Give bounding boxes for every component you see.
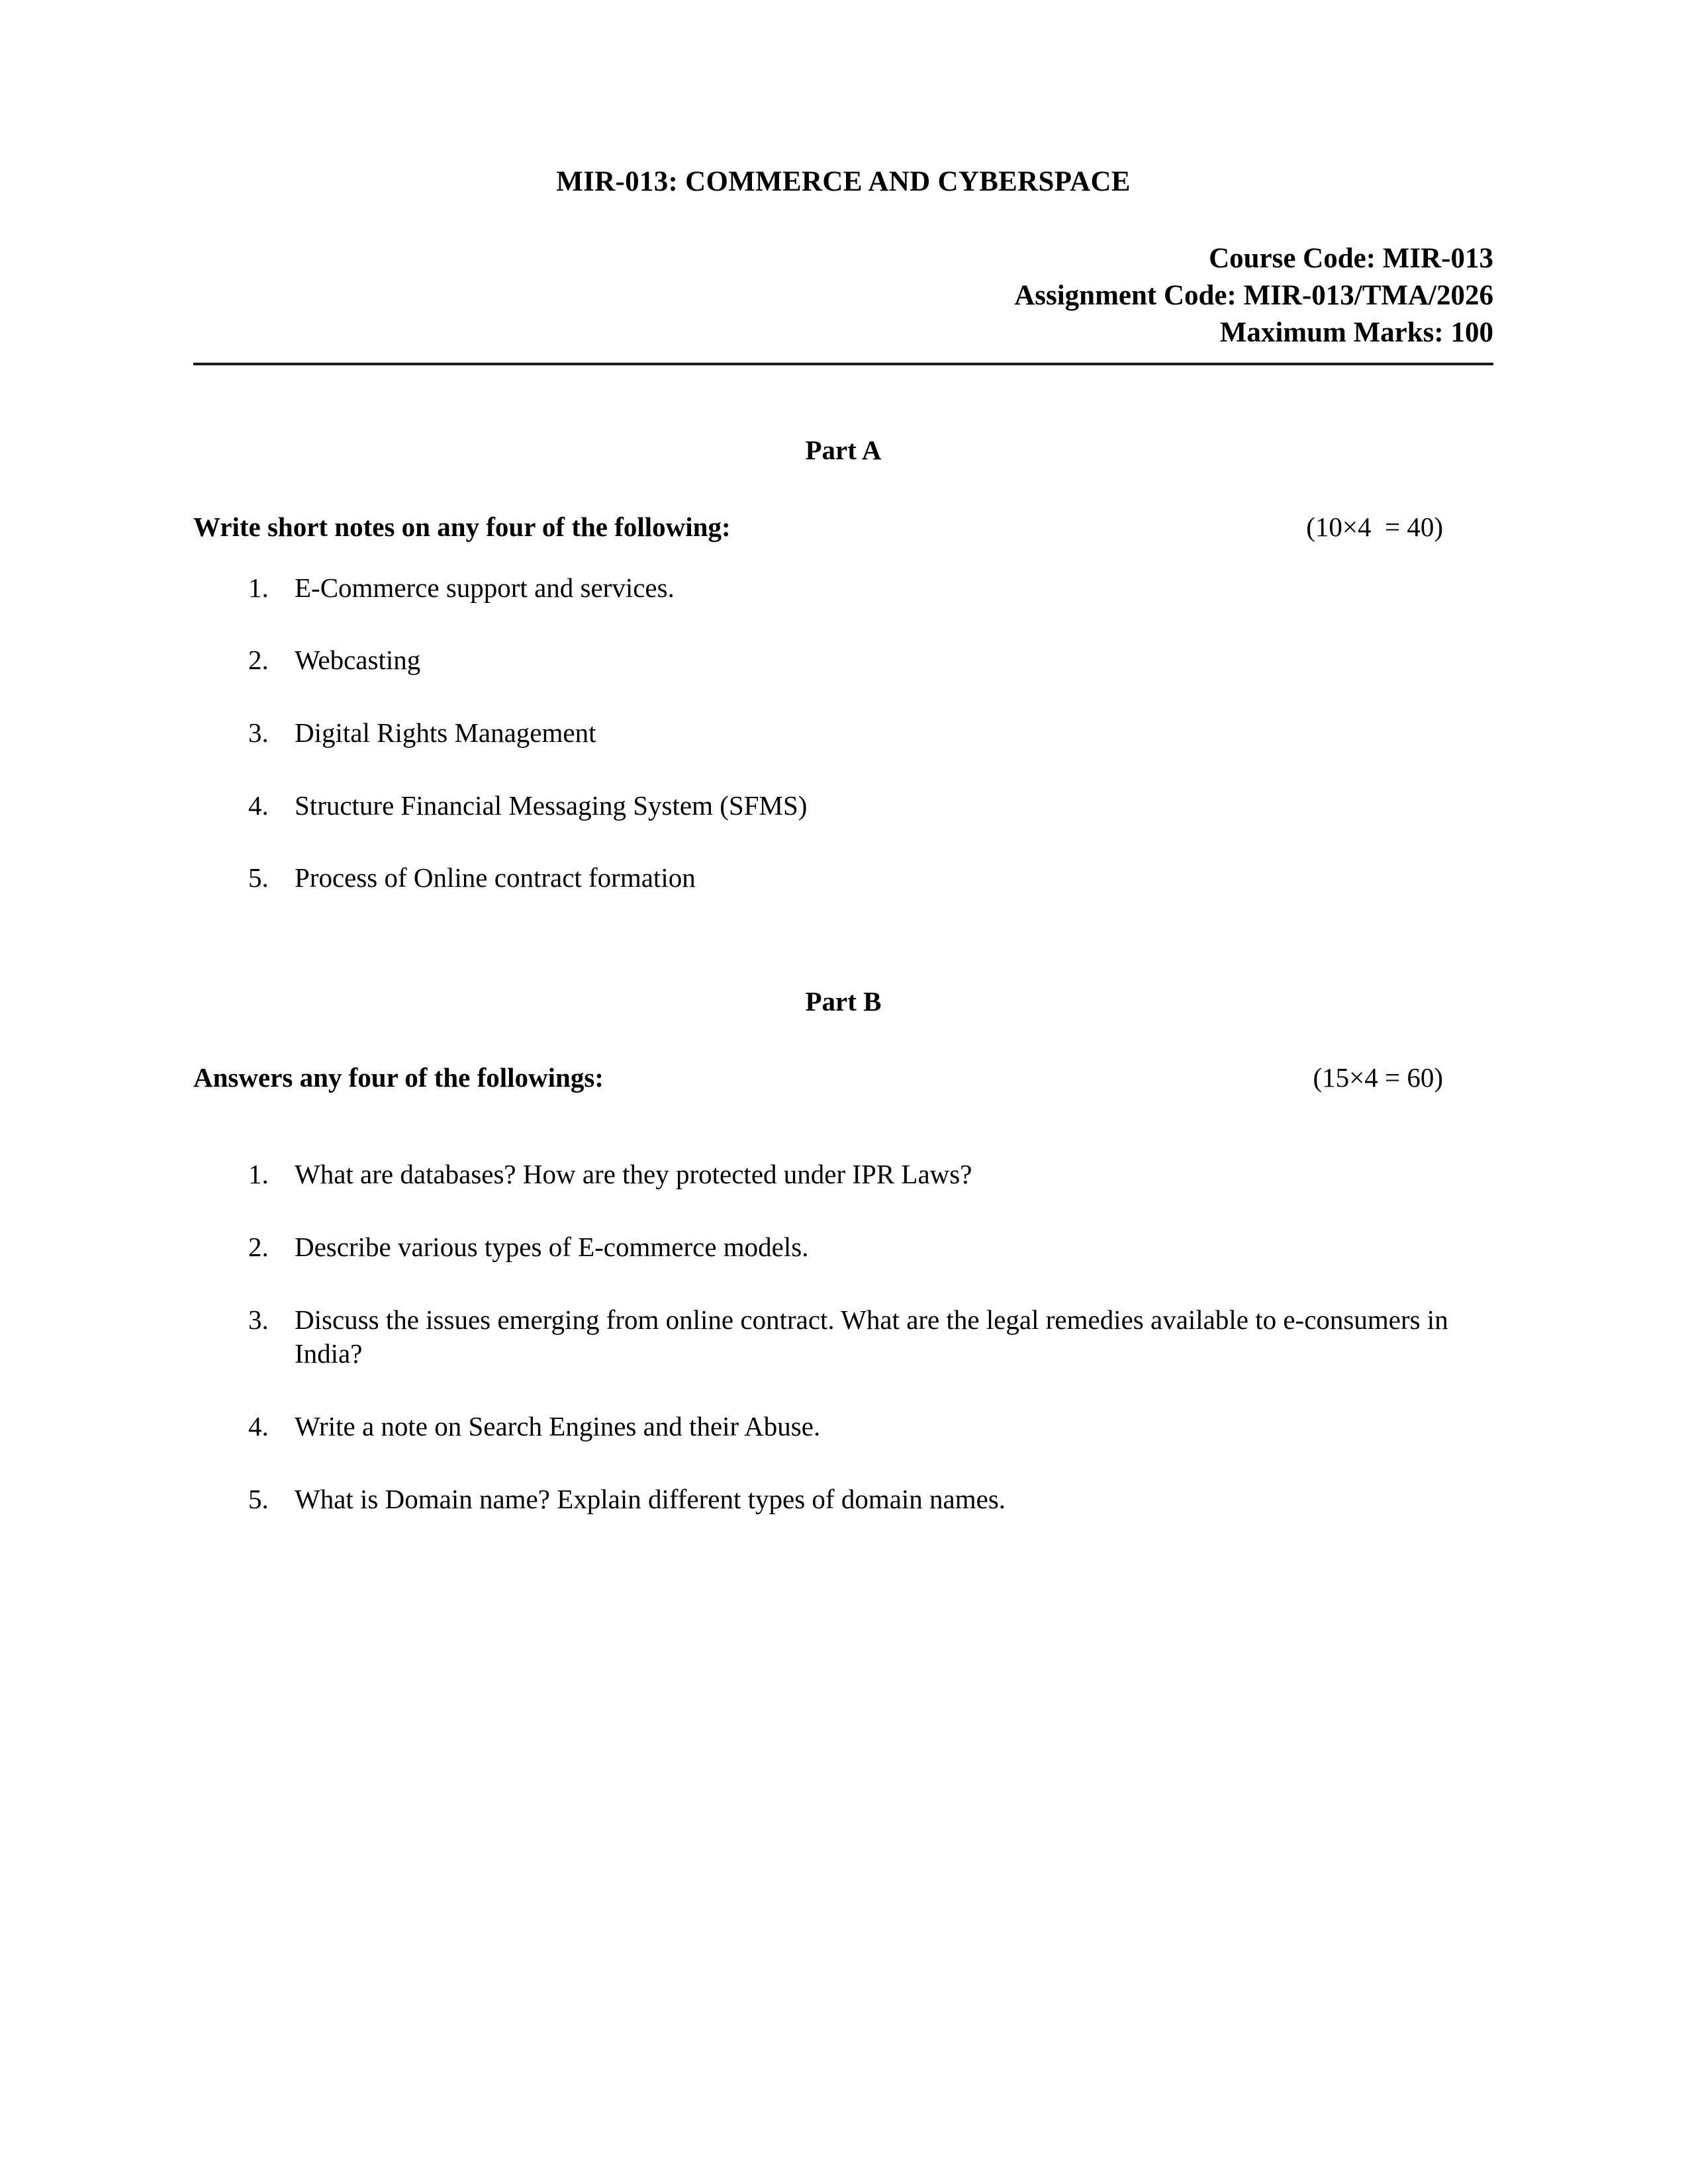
part-a-heading: Part A [805,435,882,466]
list-item-number: 4. [248,1411,269,1442]
course-code: Course Code: MIR-013 [1209,242,1493,274]
list-item-text: Describe various types of E-commerce models. [295,1232,809,1263]
list-item-text: What are databases? How are they protected under IPR Laws? [295,1159,972,1190]
list-item-text: Discuss the issues emerging from online contract. What are the legal remedies available to e-consumers in India? [295,1304,1448,1369]
list-item [193,716,1493,751]
list-item-text: Digital Rights Management [295,717,596,749]
part-a-instruction-row [193,511,1493,543]
assignment-code: Assignment Code: MIR-013/TMA/2026 [1014,279,1493,311]
course-meta-block [193,240,1493,351]
list-item-number: 2. [248,1232,269,1263]
part-b-marks: (15×4 = 60) [1313,1062,1443,1093]
list-item [193,1482,1493,1517]
list-item [193,643,1493,678]
part-b-instruction-row [193,1062,1493,1094]
list-item [193,571,1493,606]
list-item-number: 5. [248,862,269,893]
list-item-text: Process of Online contract formation [295,862,696,893]
list-item-number: 4. [248,790,269,821]
list-item-number: 2. [248,645,269,676]
list-item [193,1303,1493,1371]
list-item-number: 1. [248,1159,269,1190]
list-item [193,789,1493,823]
part-a-instruction: Write short notes on any four of the following: [193,511,731,542]
part-b-heading: Part B [805,986,882,1017]
list-item-number: 3. [248,717,269,749]
list-item [193,1230,1493,1265]
list-item-text: E-Commerce support and services. [295,572,675,603]
list-item-text: Structure Financial Messaging System (SFMS) [295,790,808,821]
part-a-marks: (10×4 = 40) [1306,511,1443,542]
page-title: MIR-013: COMMERCE AND CYBERSPACE [556,166,1131,197]
header-divider [193,363,1493,365]
list-item [193,1158,1493,1192]
list-item-number: 1. [248,572,269,603]
part-b-question-list [193,1158,1493,1516]
list-item-text: Webcasting [295,645,421,676]
list-item-text: What is Domain name? Explain different types of domain names. [295,1483,1006,1514]
part-a-question-list [193,571,1493,895]
part-b-instruction: Answers any four of the followings: [193,1062,604,1093]
document-content [193,0,1493,1516]
list-item [193,861,1493,895]
list-item-number: 3. [248,1304,269,1335]
list-item-number: 5. [248,1483,269,1514]
maximum-marks: Maximum Marks: 100 [1219,316,1493,348]
list-item-text: Write a note on Search Engines and their Abuse. [295,1411,821,1442]
list-item [193,1410,1493,1444]
